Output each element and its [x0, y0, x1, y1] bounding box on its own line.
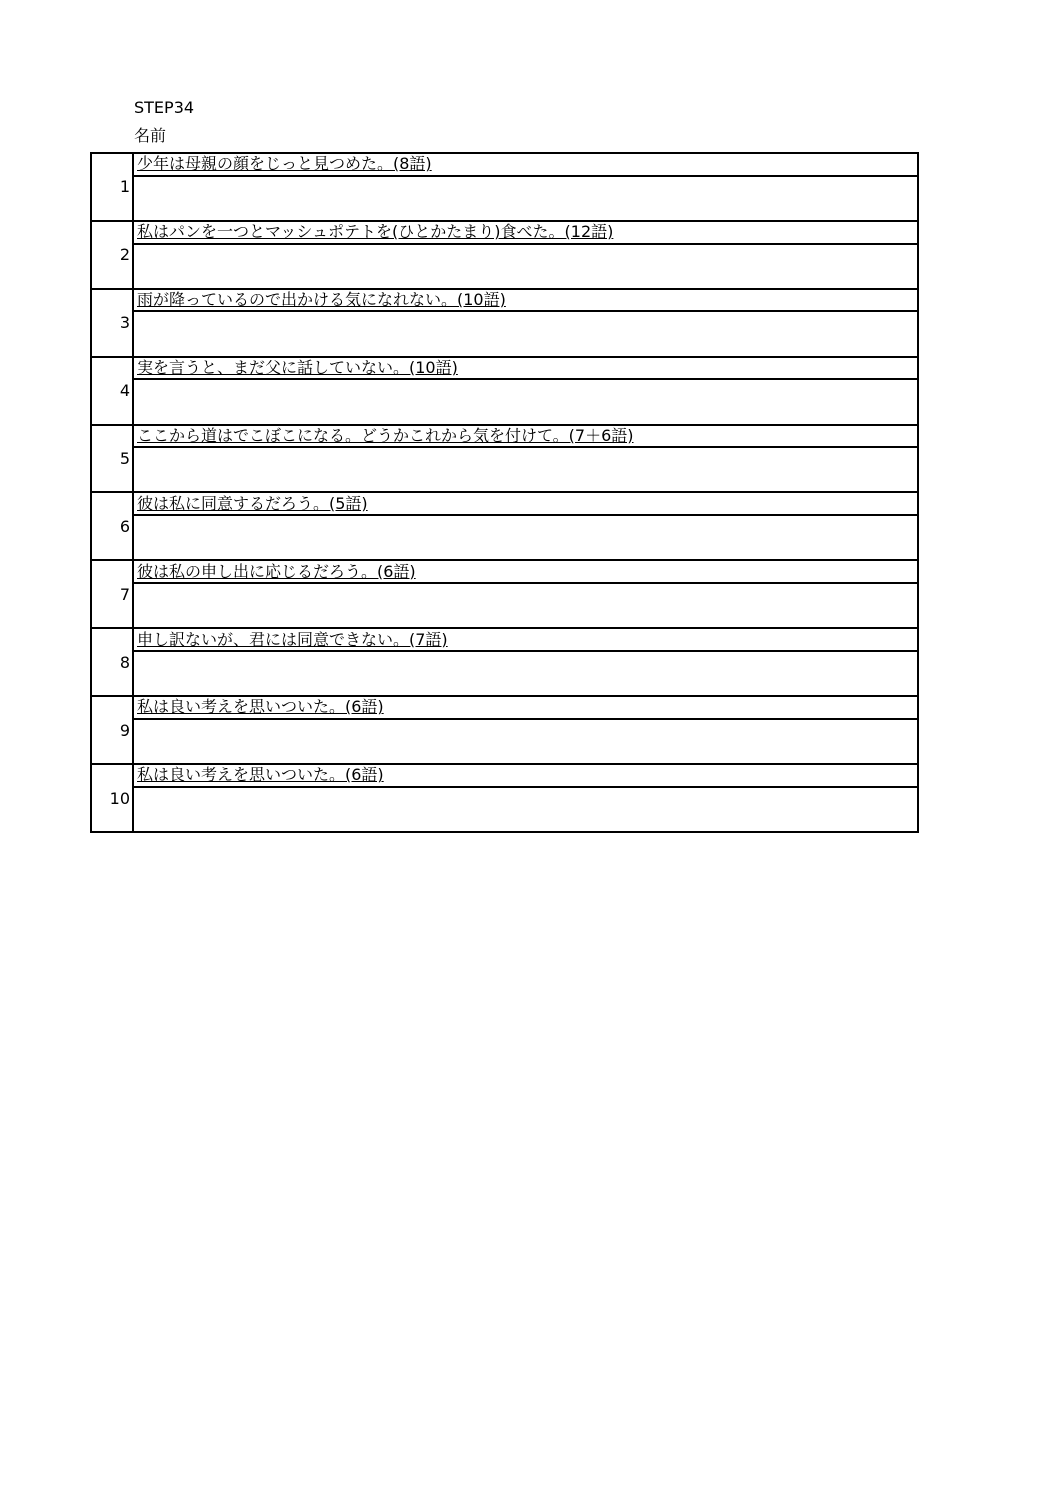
question-text: 私はパンを一つとマッシュポテトを(ひとかたまり)食べた。(12語)	[133, 221, 918, 244]
answer-field[interactable]	[133, 176, 918, 221]
answer-field[interactable]	[133, 447, 918, 492]
question-text: 雨が降っているので出かける気になれない。(10語)	[133, 289, 918, 312]
name-label: 名前	[134, 126, 167, 145]
question-text: 少年は母親の顔をじっと見つめた。(8語)	[133, 153, 918, 176]
answer-field[interactable]	[133, 379, 918, 424]
question-row	[91, 357, 918, 380]
question-row	[91, 153, 918, 176]
worksheet-table	[90, 152, 919, 833]
answer-row	[91, 651, 918, 696]
answer-row	[91, 447, 918, 492]
answer-row	[91, 176, 918, 221]
answer-row	[91, 719, 918, 764]
answer-row	[91, 583, 918, 628]
question-text: 彼は私に同意するだろう。(5語)	[133, 492, 918, 515]
answer-row	[91, 379, 918, 424]
question-text: 申し訳ないが、君には同意できない。(7語)	[133, 628, 918, 651]
answer-row	[91, 787, 918, 832]
answer-field[interactable]	[133, 719, 918, 764]
question-text: 実を言うと、まだ父に話していない。(10語)	[133, 357, 918, 380]
question-row	[91, 696, 918, 719]
question-number: 1	[91, 153, 133, 221]
question-row	[91, 289, 918, 312]
answer-row	[91, 515, 918, 560]
answer-field[interactable]	[133, 244, 918, 289]
answer-field[interactable]	[133, 787, 918, 832]
question-number: 3	[91, 289, 133, 357]
worksheet-step-title: STEP34	[134, 98, 195, 117]
question-number: 8	[91, 628, 133, 696]
question-row	[91, 492, 918, 515]
answer-field[interactable]	[133, 583, 918, 628]
question-row	[91, 560, 918, 583]
question-row	[91, 764, 918, 787]
question-number: 10	[91, 764, 133, 832]
question-number: 2	[91, 221, 133, 289]
question-text: 私は良い考えを思いついた。(6語)	[133, 764, 918, 787]
answer-row	[91, 244, 918, 289]
answer-field[interactable]	[133, 311, 918, 356]
question-row	[91, 221, 918, 244]
question-number: 5	[91, 425, 133, 493]
question-number: 7	[91, 560, 133, 628]
question-row	[91, 425, 918, 448]
question-text: ここから道はでこぼこになる。どうかこれから気を付けて。(7＋6語)	[133, 425, 918, 448]
question-text: 私は良い考えを思いついた。(6語)	[133, 696, 918, 719]
answer-field[interactable]	[133, 515, 918, 560]
question-number: 4	[91, 357, 133, 425]
answer-row	[91, 311, 918, 356]
answer-field[interactable]	[133, 651, 918, 696]
question-text: 彼は私の申し出に応じるだろう。(6語)	[133, 560, 918, 583]
question-number: 6	[91, 492, 133, 560]
question-row	[91, 628, 918, 651]
question-number: 9	[91, 696, 133, 764]
